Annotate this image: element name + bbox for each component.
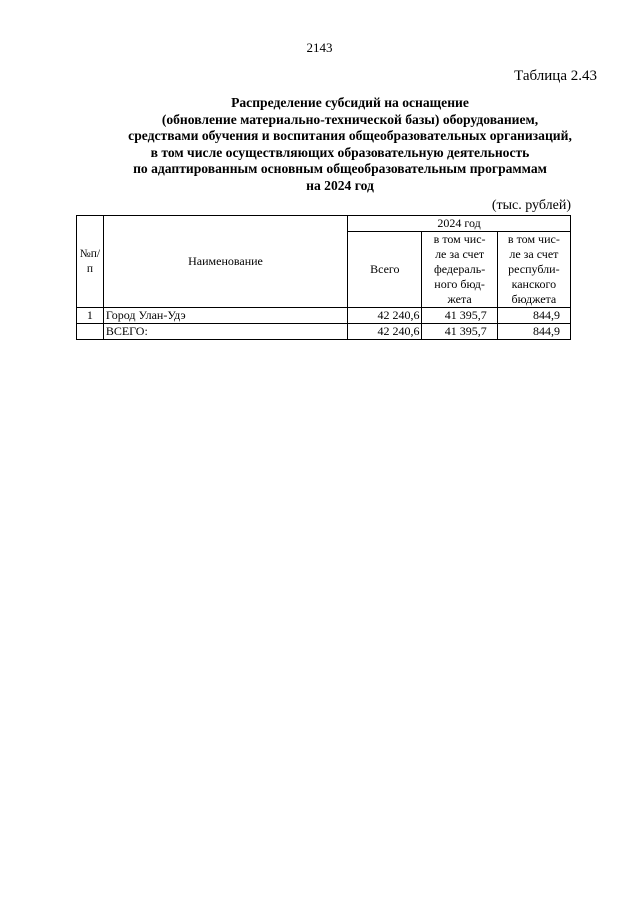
header-republic-line: бюджета bbox=[511, 292, 557, 306]
row-name: Город Улан-Удэ bbox=[103, 308, 347, 324]
row-total: 42 240,6 bbox=[348, 308, 422, 324]
header-federal-line: в том чис- bbox=[433, 232, 486, 246]
row-total: 42 240,6 bbox=[348, 324, 422, 340]
header-federal-line: федераль- bbox=[433, 262, 486, 276]
row-republic: 844,9 bbox=[497, 324, 570, 340]
row-republic: 844,9 bbox=[497, 308, 570, 324]
row-federal: 41 395,7 bbox=[422, 308, 497, 324]
header-federal bbox=[422, 232, 497, 308]
header-federal-line: жета bbox=[447, 292, 472, 306]
header-republic-line: ле за счет bbox=[509, 247, 559, 261]
title-line: в том числе осуществляющих образовательную деятельность bbox=[150, 144, 530, 160]
header-republic-line: в том чис- bbox=[507, 232, 560, 246]
header-name: Наименование bbox=[103, 216, 347, 308]
header-federal-line: ле за счет bbox=[435, 247, 485, 261]
document-title bbox=[60, 95, 639, 195]
table-row bbox=[77, 308, 571, 324]
header-total: Всего bbox=[348, 232, 422, 308]
header-year: 2024 год bbox=[348, 216, 571, 232]
header-republic-line: республи- bbox=[508, 262, 560, 276]
title-line: (обновление материально-технической базы) оборудованием, bbox=[161, 111, 539, 127]
title-line: на 2024 год bbox=[306, 177, 374, 193]
title-line: Распределение субсидий на оснащение bbox=[231, 95, 469, 110]
row-federal: 41 395,7 bbox=[422, 324, 497, 340]
header-num: №п/п bbox=[77, 216, 104, 308]
header-row-year bbox=[77, 216, 571, 232]
units-label: (тыс. рублей) bbox=[491, 198, 571, 213]
title-line: по адаптированным основным общеобразовательным программам bbox=[133, 161, 547, 177]
row-num: 1 bbox=[77, 308, 104, 324]
row-num bbox=[77, 324, 104, 340]
header-federal-line: ного бюд- bbox=[434, 277, 485, 291]
row-name: ВСЕГО: bbox=[103, 324, 347, 340]
header-republic bbox=[497, 232, 570, 308]
subsidy-table bbox=[76, 215, 571, 340]
table-row-total bbox=[77, 324, 571, 340]
page-number: 2143 bbox=[306, 40, 333, 55]
table-label: Таблица 2.43 bbox=[514, 68, 597, 84]
header-republic-line: канского bbox=[511, 277, 557, 291]
title-line: средствами обучения и воспитания общеобразовательных организаций, bbox=[128, 128, 572, 144]
